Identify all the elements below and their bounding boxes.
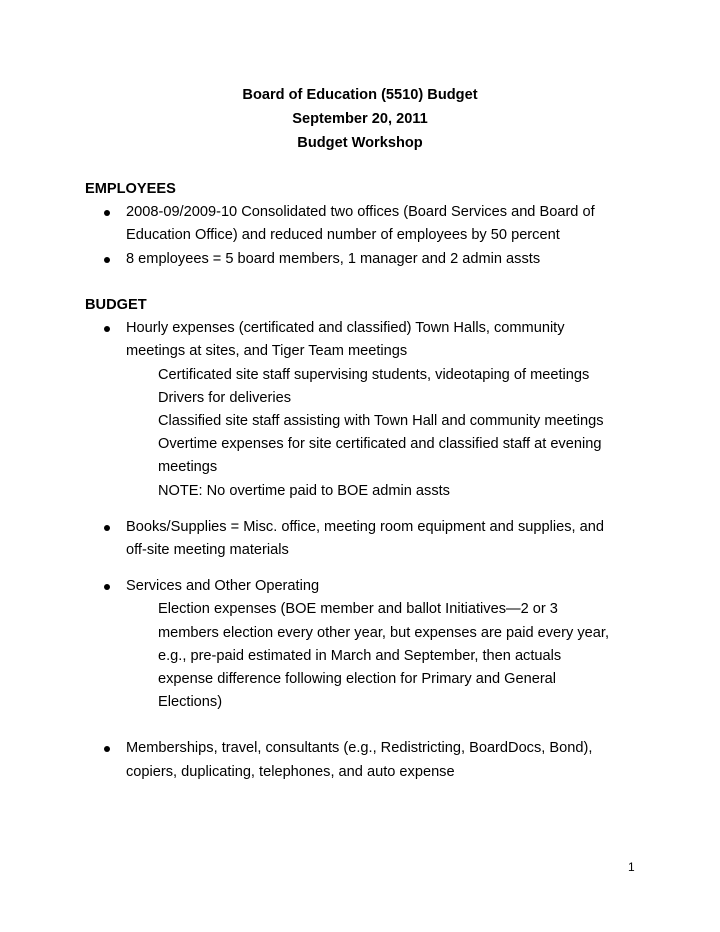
bullet-icon [104,584,110,590]
list-item: 8 employees = 5 board members, 1 manager and 2 admin assts [85,248,645,271]
list-item: 2008-09/2009-10 Consolidated two offices (Board Services and Board of Education Office) and reduced number of employees by 50 percent [85,201,645,247]
bullet-icon [104,746,110,752]
page-number: 1 [628,860,635,874]
list-item: Services and Other Operating Election expenses (BOE member and ballot Initiatives—2 or 3 members election every other year, but expenses are paid every year, e.g., pre-paid estimated in March and September, then actuals expense difference following election for Primary and General Elections) [85,575,645,714]
header-date: September 20, 2011 [292,111,428,128]
employees-section [85,178,645,271]
budget-heading: BUDGET [85,297,147,313]
bullet-icon [104,257,110,263]
document-header [0,84,720,157]
bullet-icon [104,326,110,332]
list-item: Memberships, travel, consultants (e.g., Redistricting, BoardDocs, Bond), copiers, duplicating, telephones, and auto expense [85,737,645,783]
employees-heading: EMPLOYEES [85,181,176,197]
header-subtitle: Budget Workshop [297,135,423,152]
list-item: Hourly expenses (certificated and classified) Town Halls, community meetings at sites, and Tiger Team meetings Certificated site staff supervising students, videotaping of meetings Drivers for deliveries Classified site staff assisting with Town Hall and community meetings Overtime expenses for site certificated and classified staff at evening meetings NOTE: No overtime paid to BOE admin assts [85,317,645,503]
header-title: Board of Education (5510) Budget [242,87,478,103]
list-item: Books/Supplies = Misc. office, meeting room equipment and supplies, and off-site meeting materials [85,516,645,562]
budget-section [85,294,645,784]
bullet-icon [104,525,110,531]
bullet-icon [104,210,110,216]
